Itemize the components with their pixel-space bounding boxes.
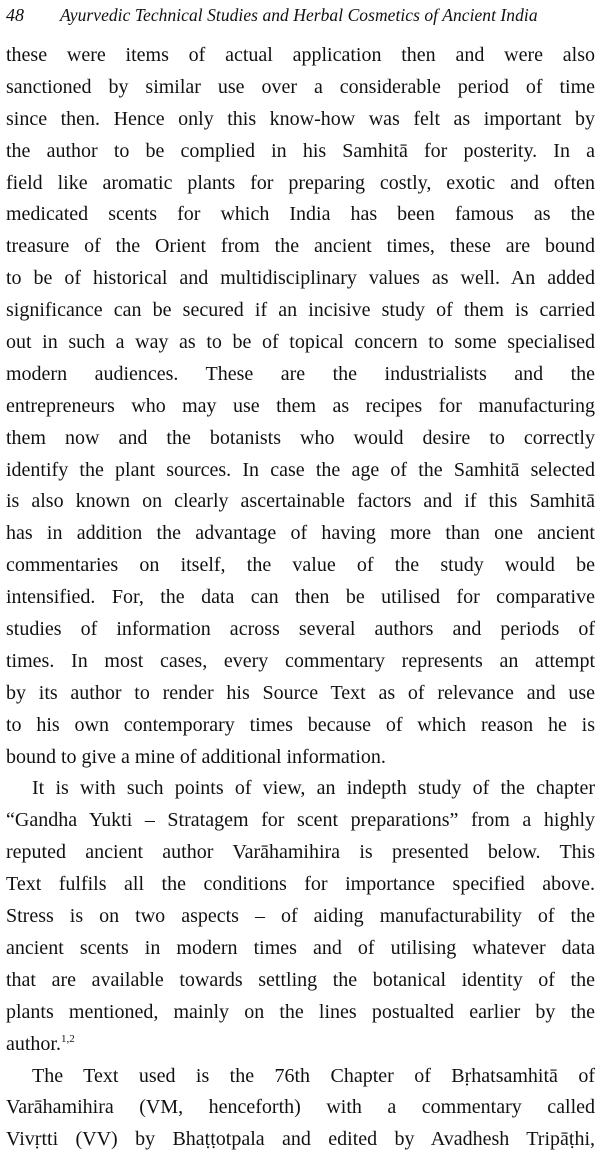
text-line: sanctioned by similar use over a considerable period of time (6, 72, 595, 104)
running-title: Ayurvedic Technical Studies and Herbal Cosmetics of Ancient India (60, 0, 538, 30)
text-line: ancient scents in modern times and of utilising whatever data (6, 933, 595, 965)
text-line-with-footnote (6, 1029, 595, 1061)
text-line: It is with such points of view, an indepth study of the chapter (6, 773, 595, 805)
text-line: intensified. For, the data can then be utilised for comparative (6, 582, 595, 614)
text-line: since then. Hence only this know-how was felt as important by (6, 104, 595, 136)
text-line: plants mentioned, mainly on the lines postualted earlier by the (6, 997, 595, 1029)
text-line: has in addition the advantage of having more than one ancient (6, 518, 595, 550)
page-number: 48 (6, 0, 24, 30)
text-line: identify the plant sources. In case the age of the Samhitā selected (6, 455, 595, 487)
text-line: modern audiences. These are the industrialists and the (6, 359, 595, 391)
running-head (6, 0, 594, 30)
text-line-text: author. (6, 1033, 61, 1055)
text-line: commentaries on itself, the value of the study would be (6, 550, 595, 582)
text-line: by its author to render his Source Text as of relevance and use (6, 678, 595, 710)
text-line: bound to give a mine of additional information. (6, 742, 595, 774)
text-line: “Gandha Yukti – Stratagem for scent preparations” from a highly (6, 805, 595, 837)
paragraph-2 (6, 773, 595, 1060)
text-line: to his own contemporary times because of which reason he is (6, 710, 595, 742)
text-line: is also known on clearly ascertainable factors and if this Samhitā (6, 486, 595, 518)
text-line: Stress is on two aspects – of aiding manufacturability of the (6, 901, 595, 933)
text-line: them now and the botanists who would desire to correctly (6, 423, 595, 455)
text-line: entrepreneurs who may use them as recipes for manufacturing (6, 391, 595, 423)
text-line: field like aromatic plants for preparing costly, exotic and often (6, 168, 595, 200)
text-line: these were items of actual application then and were also (6, 40, 595, 72)
text-line: studies of information across several authors and periods of (6, 614, 595, 646)
text-line: the author to be complied in his Samhitā for posterity. In a (6, 136, 595, 168)
text-line: Varāhamihira (VM, henceforth) with a commentary called (6, 1092, 595, 1124)
text-line: to be of historical and multidisciplinary values as well. An added (6, 263, 595, 295)
text-line: significance can be secured if an incisive study of them is carried (6, 295, 595, 327)
text-line: The Text used is the 76th Chapter of Bṛhatsamhitā of (6, 1061, 595, 1093)
text-line: treasure of the Orient from the ancient times, these are bound (6, 231, 595, 263)
text-line: Text fulfils all the conditions for importance specified above. (6, 869, 595, 901)
text-line: out in such a way as to be of topical concern to some specialised (6, 327, 595, 359)
body-text (6, 40, 595, 1156)
text-line: that are available towards settling the botanical identity of the (6, 965, 595, 997)
text-line: medicated scents for which India has been famous as the (6, 199, 595, 231)
footnote-reference: 1,2 (61, 1033, 75, 1045)
text-line: reputed ancient author Varāhamihira is presented below. This (6, 837, 595, 869)
paragraph-1 (6, 40, 595, 773)
text-line: times. In most cases, every commentary represents an attempt (6, 646, 595, 678)
paragraph-3 (6, 1061, 595, 1156)
text-line: Vivṛtti (VV) by Bhaṭṭotpala and edited by Avadhesh Tripāṭhi, (6, 1124, 595, 1156)
